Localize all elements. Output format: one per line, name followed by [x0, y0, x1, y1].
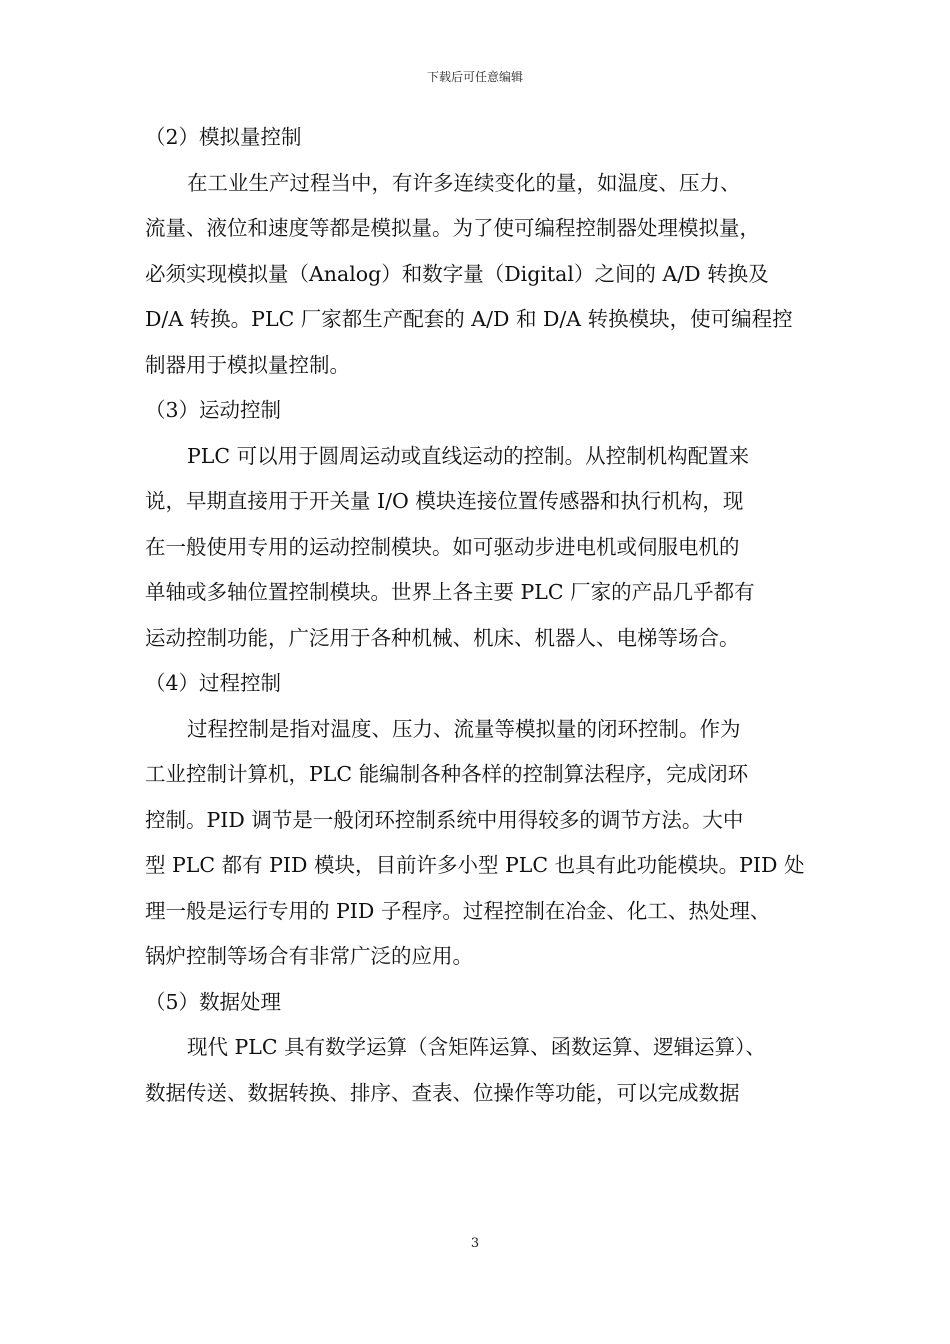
page-header: 下载后可任意编辑 — [426, 70, 523, 84]
paragraph-line: PLC 可以用于圆周运动或直线运动的控制。从控制机构配置来 — [187, 443, 750, 468]
paragraph-line: 数据传送、数据转换、排序、查表、位操作等功能，可以完成数据 — [145, 1080, 740, 1105]
section-heading: （3）运动控制 — [145, 398, 282, 422]
section-heading: （4）过程控制 — [145, 671, 282, 695]
section-process-control — [145, 661, 810, 980]
section-data-processing — [145, 980, 810, 1117]
paragraph-line: 工业控制计算机，PLC 能编制各种各样的控制算法程序，完成闭环 — [145, 762, 749, 786]
paragraph-line: 型 PLC 都有 PID 模块，目前许多小型 PLC 也具有此功能模块。PID 处 — [145, 853, 805, 877]
paragraph-line: 锅炉控制等场合有非常广泛的应用。 — [145, 944, 473, 968]
paragraph — [145, 1025, 810, 1116]
paragraph — [145, 161, 810, 389]
paragraph — [145, 434, 810, 662]
section-motion-control — [145, 388, 810, 661]
paragraph — [145, 707, 810, 980]
page-number: 3 — [470, 1236, 480, 1251]
paragraph-line: 单轴或多轴位置控制模块。世界上各主要 PLC 厂家的产品几乎都有 — [145, 580, 755, 604]
page-content — [145, 115, 810, 1116]
paragraph-line: 现代 PLC 具有数学运算（含矩阵运算、函数运算、逻辑运算）、 — [187, 1035, 766, 1059]
paragraph-line: 必须实现模拟量（Analog）和数字量（Digital）之间的 A/D 转换及 — [145, 261, 769, 286]
paragraph-line: 说，早期直接用于开关量 I/O 模块连接位置传感器和执行机构，现 — [145, 489, 744, 513]
section-heading: （5）数据处理 — [145, 989, 282, 1014]
paragraph-line: 运动控制功能，广泛用于各种机械、机床、机器人、电梯等场合。 — [145, 625, 740, 650]
paragraph-line: 流量、液位和速度等都是模拟量。为了使可编程控制器处理模拟量， — [145, 216, 760, 240]
paragraph-line: 制器用于模拟量控制。 — [145, 352, 350, 377]
section-heading: （2）模拟量控制 — [145, 125, 302, 149]
paragraph-line: 过程控制是指对温度、压力、流量等模拟量的闭环控制。作为 — [187, 716, 741, 741]
paragraph-line: 在一般使用专用的运动控制模块。如可驱动步进电机或伺服电机的 — [145, 534, 740, 559]
paragraph-line: D/A 转换。PLC 厂家都生产配套的 A/D 和 D/A 转换模块，使可编程控 — [145, 307, 793, 331]
paragraph-line: 在工业生产过程当中，有许多连续变化的量，如温度、压力、 — [187, 170, 741, 195]
section-analog-control — [145, 115, 810, 388]
paragraph-line: 控制。PID 调节是一般闭环控制系统中用得较多的调节方法。大中 — [145, 807, 744, 832]
paragraph-line: 理一般是运行专用的 PID 子程序。过程控制在冶金、化工、热处理、 — [145, 898, 771, 923]
